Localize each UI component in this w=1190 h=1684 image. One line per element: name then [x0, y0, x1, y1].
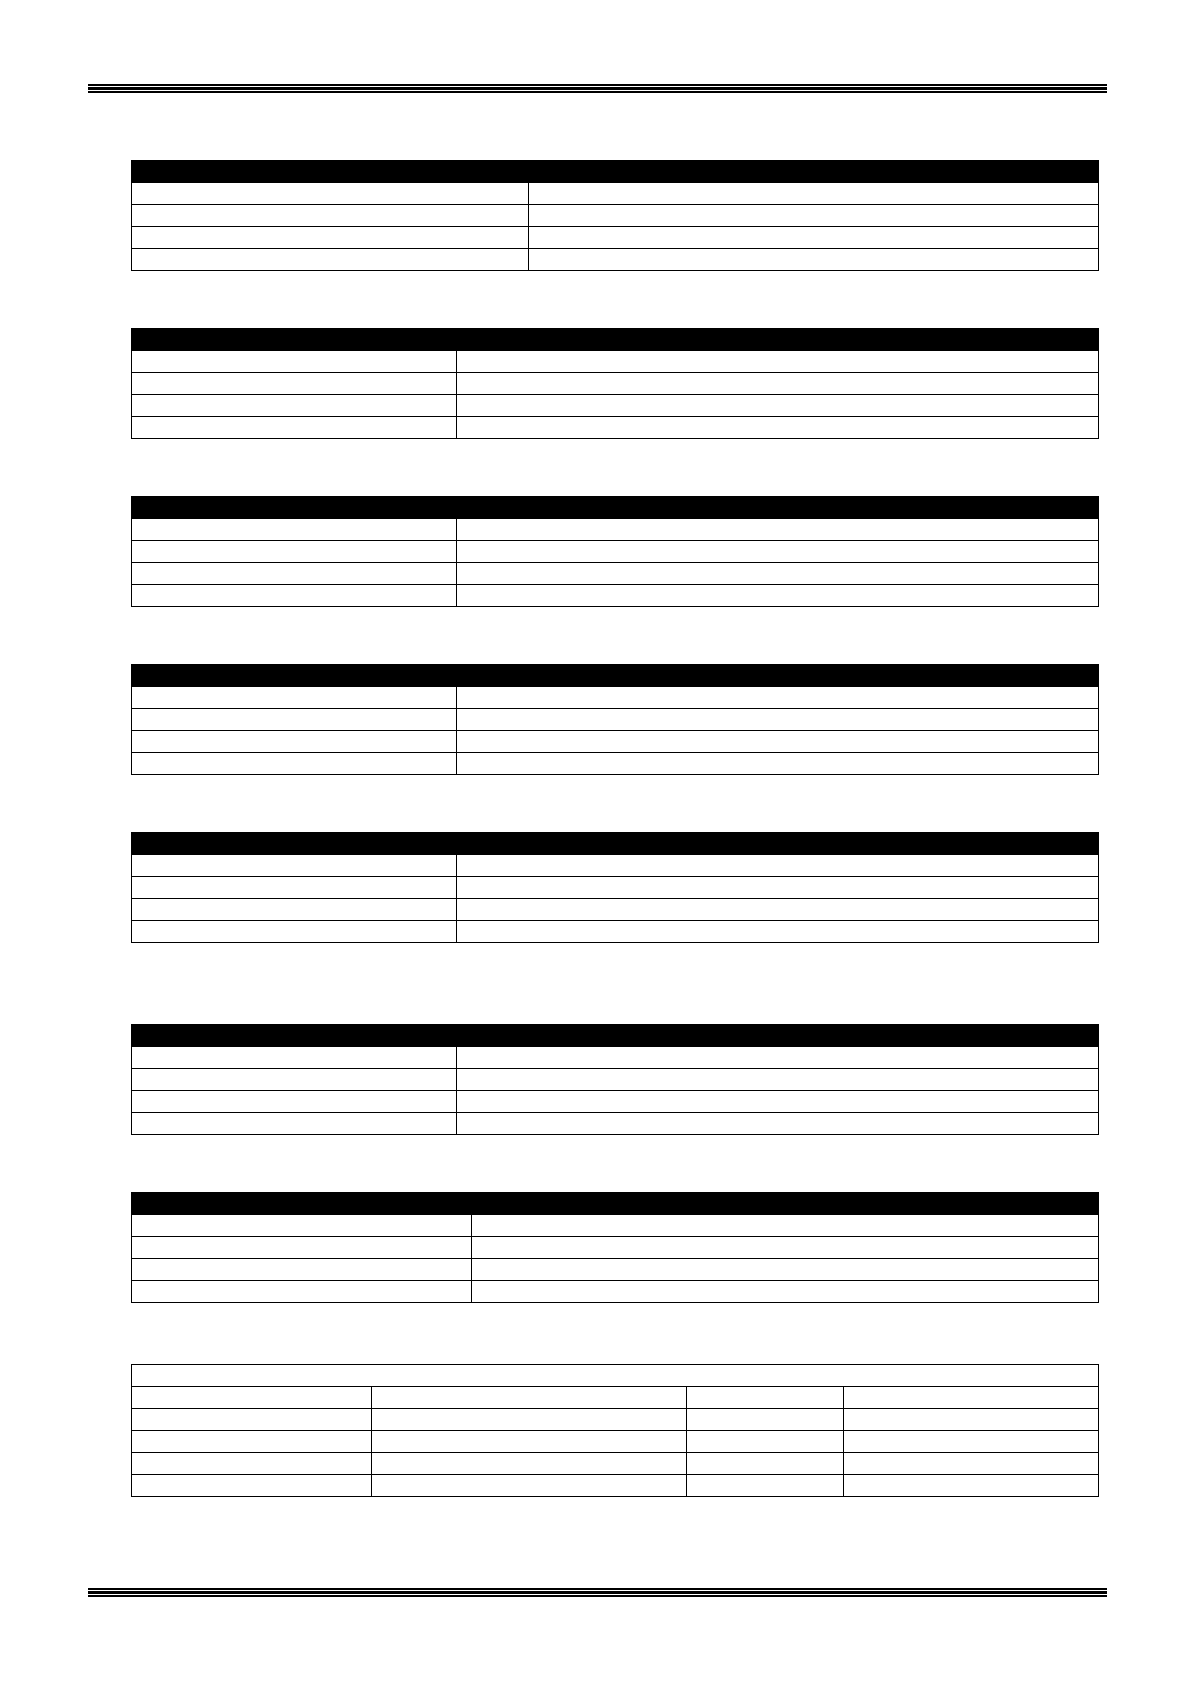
table-cell-value	[529, 183, 1099, 205]
table-row	[132, 1237, 1099, 1259]
table-row	[132, 1281, 1099, 1303]
table-header	[132, 329, 1099, 351]
table-cell	[687, 1387, 844, 1409]
table-row	[132, 921, 1099, 943]
table-cell	[372, 1409, 687, 1431]
table-row	[132, 249, 1099, 271]
table-header-row	[132, 329, 1099, 351]
table-cell-value	[472, 1281, 1099, 1303]
table-header	[132, 833, 1099, 855]
table-row	[132, 1215, 1099, 1237]
table-cell-label	[132, 249, 529, 271]
table-header	[132, 161, 1099, 183]
table-cell-label	[132, 1237, 472, 1259]
table-cell-label	[132, 687, 457, 709]
table-cell-value	[457, 1091, 1099, 1113]
table-cell-label	[132, 417, 457, 439]
info-table-6	[131, 1024, 1099, 1135]
table-row	[132, 351, 1099, 373]
table-cell-label	[132, 1215, 472, 1237]
table-header	[132, 1025, 1099, 1047]
table-cell-value	[457, 899, 1099, 921]
table-cell-label	[132, 563, 457, 585]
table-cell-label	[132, 921, 457, 943]
table-cell	[844, 1409, 1099, 1431]
table-cell-label	[132, 899, 457, 921]
table-cell-value	[457, 541, 1099, 563]
table-header	[132, 1365, 1099, 1387]
table-cell-label	[132, 351, 457, 373]
table-row	[132, 1453, 1099, 1475]
table-cell-value	[457, 1047, 1099, 1069]
table-cell	[132, 1475, 372, 1497]
table-cell-value	[457, 519, 1099, 541]
table-header-row	[132, 833, 1099, 855]
table-cell-label	[132, 541, 457, 563]
table-cell-value	[457, 373, 1099, 395]
info-table-3	[131, 496, 1099, 607]
table-cell-value	[457, 395, 1099, 417]
table-cell-label	[132, 519, 457, 541]
table-cell-value	[457, 921, 1099, 943]
table-cell-value	[472, 1237, 1099, 1259]
table-cell-label	[132, 1259, 472, 1281]
table-cell-value	[529, 205, 1099, 227]
info-table-4	[131, 664, 1099, 775]
table-cell	[372, 1453, 687, 1475]
table-cell-value	[457, 417, 1099, 439]
table-cell	[687, 1453, 844, 1475]
table-cell-label	[132, 373, 457, 395]
table-cell-label	[132, 183, 529, 205]
table-row	[132, 205, 1099, 227]
table-cell	[372, 1475, 687, 1497]
table-cell-value	[457, 585, 1099, 607]
table-cell-value	[472, 1259, 1099, 1281]
table-cell-value	[457, 877, 1099, 899]
table-row	[132, 877, 1099, 899]
table-cell	[687, 1475, 844, 1497]
table-cell-label	[132, 1281, 472, 1303]
table-cell	[372, 1431, 687, 1453]
table-cell	[132, 1431, 372, 1453]
table-cell-label	[132, 1091, 457, 1113]
table-cell-value	[457, 709, 1099, 731]
table-row	[132, 753, 1099, 775]
table-cell-value	[457, 753, 1099, 775]
info-table-5	[131, 832, 1099, 943]
table-cell-label	[132, 855, 457, 877]
table-cell-value	[457, 731, 1099, 753]
table-row	[132, 1069, 1099, 1091]
table-row	[132, 855, 1099, 877]
table-cell	[372, 1387, 687, 1409]
table-row	[132, 687, 1099, 709]
table-header	[132, 1193, 1099, 1215]
table-row	[132, 1047, 1099, 1069]
table-cell-label	[132, 395, 457, 417]
table-cell-label	[132, 1113, 457, 1135]
table-row	[132, 1387, 1099, 1409]
table-cell	[844, 1475, 1099, 1497]
table-row	[132, 227, 1099, 249]
table-cell-label	[132, 709, 457, 731]
table-cell-value	[472, 1215, 1099, 1237]
table-cell	[132, 1409, 372, 1431]
table-row	[132, 1475, 1099, 1497]
table-cell	[132, 1387, 372, 1409]
table-cell-label	[132, 227, 529, 249]
table-cell-value	[457, 563, 1099, 585]
table-cell-label	[132, 585, 457, 607]
info-table-8	[131, 1364, 1099, 1497]
table-header-row	[132, 665, 1099, 687]
table-row	[132, 373, 1099, 395]
table-row	[132, 183, 1099, 205]
table-cell	[687, 1409, 844, 1431]
table-cell-label	[132, 205, 529, 227]
table-cell	[844, 1387, 1099, 1409]
info-table-7	[131, 1192, 1099, 1303]
table-header-row	[132, 497, 1099, 519]
table-row	[132, 1409, 1099, 1431]
table-cell-value	[457, 1113, 1099, 1135]
table-row	[132, 395, 1099, 417]
table-row	[132, 541, 1099, 563]
table-row	[132, 1431, 1099, 1453]
table-row	[132, 585, 1099, 607]
table-cell-label	[132, 1069, 457, 1091]
table-cell	[687, 1431, 844, 1453]
table-cell-label	[132, 1047, 457, 1069]
table-cell-value	[529, 249, 1099, 271]
header-rule	[88, 84, 1107, 93]
table-cell	[844, 1431, 1099, 1453]
table-header-row	[132, 161, 1099, 183]
table-cell-label	[132, 731, 457, 753]
table-row	[132, 417, 1099, 439]
table-cell	[844, 1453, 1099, 1475]
table-cell-value	[529, 227, 1099, 249]
footer-rule	[88, 1588, 1107, 1597]
table-header-row	[132, 1025, 1099, 1047]
table-row	[132, 731, 1099, 753]
table-row	[132, 519, 1099, 541]
table-cell-value	[457, 1069, 1099, 1091]
table-cell-value	[457, 351, 1099, 373]
info-table-1	[131, 160, 1099, 271]
table-cell-label	[132, 877, 457, 899]
table-cell-value	[457, 855, 1099, 877]
table-row	[132, 1113, 1099, 1135]
table-header-row	[132, 1193, 1099, 1215]
table-header-row	[132, 1365, 1099, 1387]
table-row	[132, 1259, 1099, 1281]
table-cell	[132, 1453, 372, 1475]
table-cell-label	[132, 753, 457, 775]
table-row	[132, 563, 1099, 585]
table-row	[132, 709, 1099, 731]
table-header	[132, 497, 1099, 519]
info-table-2	[131, 328, 1099, 439]
table-row	[132, 899, 1099, 921]
table-row	[132, 1091, 1099, 1113]
table-cell-value	[457, 687, 1099, 709]
table-header	[132, 665, 1099, 687]
